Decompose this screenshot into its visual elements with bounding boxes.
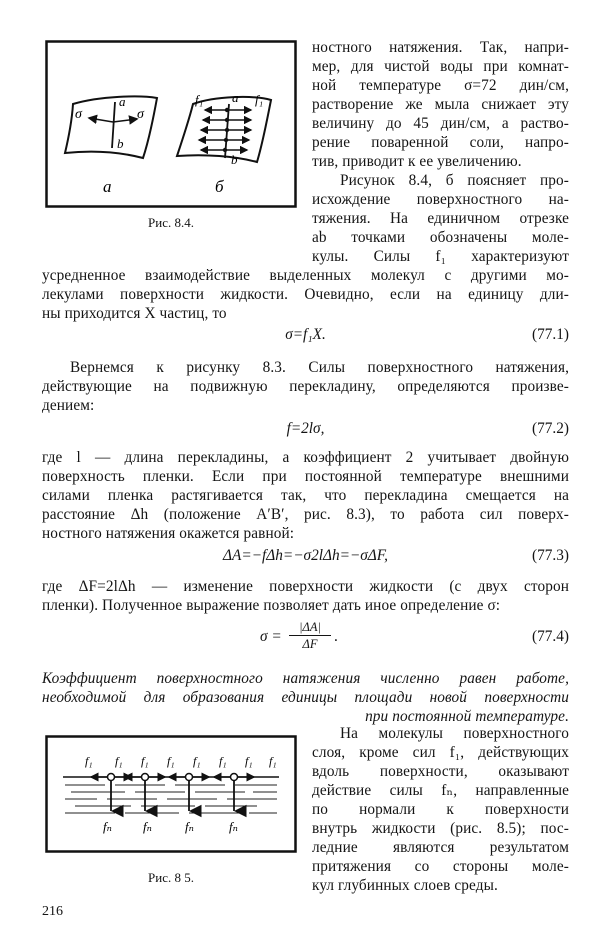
f1-label-left: f₁	[195, 92, 204, 107]
figure-8-5	[45, 735, 297, 853]
sigma-label-left: σ	[75, 107, 82, 122]
segment-ab	[112, 102, 115, 148]
text-line: дением:	[42, 397, 95, 414]
point-a-label: a	[119, 94, 126, 109]
text-line: внутрь жидкости (рис. 8.5); пос-	[312, 820, 569, 837]
point-b-label-b: b	[231, 152, 238, 167]
text-line: где l — длина перекладины, а коэффициент 2 учитывает двойную	[42, 449, 569, 466]
text-line: исхождение поверхностного на-	[312, 191, 569, 208]
svg-text:f₁: f₁	[269, 754, 277, 768]
text-line: ледние являются результатом	[312, 839, 569, 856]
figure-8-5-caption: Рис. 8 5.	[148, 870, 194, 885]
f1-label-right: f₁	[255, 92, 264, 107]
text-line: пленки). Полученное выражение позволяет дать иное определение σ:	[42, 597, 501, 614]
text-line: поверхность пленки. Если при постоянной температуре внешними	[42, 468, 569, 485]
svg-text:fₙ: fₙ	[103, 819, 112, 834]
equation-number: (77.4)	[532, 628, 569, 645]
svg-text:fₙ: fₙ	[229, 819, 238, 834]
svg-text:fₙ: fₙ	[143, 819, 152, 834]
svg-text:f₁: f₁	[85, 754, 93, 768]
svg-text:f₁: f₁	[193, 754, 201, 768]
text-line: мер, для чистой воды при комнат-	[312, 58, 569, 75]
liquid-hatching	[65, 785, 277, 813]
definition-line: необходимой для образования единицы площади новой поверхности	[42, 689, 569, 706]
text-line: тяжения. На единичном отрезке	[312, 210, 569, 227]
text-line: расстояние Δh (положение A′B′, рис. 8.3), то работа сил поверх-	[42, 506, 569, 523]
fraction-denominator: ΔF	[302, 637, 318, 651]
page-number: 216	[42, 904, 63, 919]
text-line: силами пленка растягивается так, что перекладина смещается на	[42, 487, 569, 504]
text-line: тив, приводит к ее увеличению.	[312, 153, 522, 170]
text-line: ab точками обозначены моле-	[312, 229, 569, 246]
sigma-arrow-right	[113, 119, 137, 122]
fn-labels	[103, 819, 238, 834]
definition-line: при постоянной температуре.	[365, 708, 569, 725]
fraction-numerator: |ΔA|	[289, 620, 331, 636]
figure-frame	[47, 42, 296, 207]
figure-8-4-caption: Рис. 8.4.	[148, 215, 194, 230]
text-line: слоя, кроме сил f₁, действующих	[312, 744, 569, 761]
panel-b-label: б	[215, 177, 224, 196]
svg-text:f₁: f₁	[219, 754, 227, 768]
equation-tail: .	[334, 628, 338, 645]
sigma-arrow-left	[89, 118, 113, 122]
equation-77-3	[42, 545, 569, 567]
text-line: притяжения со стороны моле-	[312, 858, 569, 875]
text-line: ностного натяжения. Так, напри-	[312, 39, 569, 56]
equation-number: (77.3)	[532, 547, 569, 564]
text-line: вдоль поверхности, оказывают	[312, 763, 569, 780]
figure-8-5-drawing	[45, 735, 297, 853]
svg-text:f₁: f₁	[245, 754, 253, 768]
svg-text:fₙ: fₙ	[185, 819, 194, 834]
text-line: где ΔF=2lΔh — изменение поверхности жидкости (с двух сторон	[42, 578, 569, 595]
equation-formula: σ=f₁X.	[285, 326, 326, 343]
equation-formula: ΔA=−fΔh=−σ2lΔh=−σΔF,	[223, 547, 388, 564]
equation-formula: f=2lσ,	[286, 420, 325, 437]
equation-lhs: σ =	[260, 628, 282, 645]
sigma-label-right: σ	[137, 107, 144, 122]
figure-8-4-drawing	[45, 40, 297, 208]
text-line: величину до 45 дин/см, а раство-	[312, 115, 569, 132]
definition-line: Коэффициент поверхностного натяжения численно равен работе,	[42, 670, 569, 687]
figure-8-4	[45, 40, 297, 208]
text-line: ны приходится X частиц, то	[42, 305, 227, 322]
svg-text:f₁: f₁	[167, 754, 175, 768]
text-line: Рисунок 8.4, б поясняет про-	[340, 172, 569, 189]
equation-77-2	[42, 418, 569, 440]
text-line: рение поваренной соли, напро-	[312, 134, 569, 151]
point-a-label-b: a	[232, 90, 239, 105]
text-line: На молекулы поверхностного	[340, 725, 569, 742]
equation-77-1	[42, 324, 569, 346]
equation-number: (77.2)	[532, 420, 569, 437]
membrane-a	[65, 96, 157, 158]
text-line: действие силы fₙ, направленные	[312, 782, 569, 799]
svg-text:f₁: f₁	[115, 754, 123, 768]
text-line: действующие на подвижную перекладину, определяются произве-	[42, 378, 569, 395]
text-line: ностного натяжения окажется равной:	[42, 525, 295, 542]
text-line: кул глубинных слоев среды.	[312, 877, 498, 894]
text-line: по нормали к поверхности	[312, 801, 569, 818]
panel-a-label: а	[103, 177, 112, 196]
text-line: Вернемся к рисунку 8.3. Силы поверхностного натяжения,	[70, 359, 569, 376]
text-line: ной температуре σ=72 дин/см,	[312, 77, 569, 94]
text-line: кулы. Силы f₁ характеризуют	[312, 248, 569, 265]
text-line: растворение же мыла снижает эту	[312, 96, 569, 113]
text-line: усредненное взаимодействие выделенных молекул с другими мо-	[42, 267, 569, 284]
f1-labels	[85, 754, 277, 768]
equation-number: (77.1)	[532, 326, 569, 343]
svg-text:f₁: f₁	[141, 754, 149, 768]
point-b-label: b	[117, 136, 124, 151]
text-line: лекулами поверхности жидкости. Очевидно, если на единицу дли-	[42, 286, 569, 303]
